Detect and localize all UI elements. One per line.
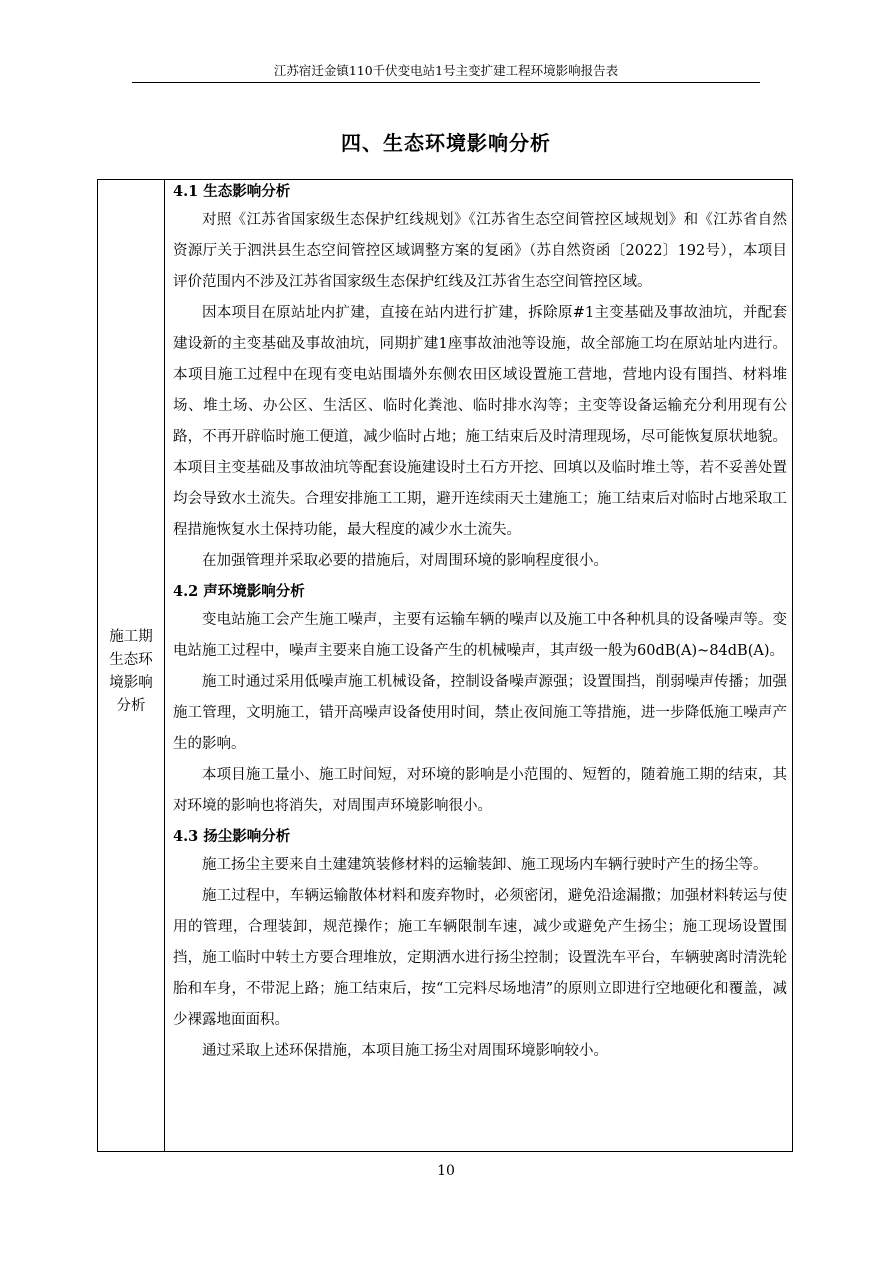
header-rule: [132, 82, 760, 83]
section-heading-dust: 4.3 扬尘影响分析: [173, 828, 291, 845]
paragraph: 在加强管理并采取必要的措施后，对周围环境的影响程度很小。: [202, 553, 608, 569]
page-title: 四、生态环境影响分析: [341, 131, 551, 155]
paragraph: 因本项目在原站址内扩建，直接在站内进行扩建，拆除原#1主变基础及事故油坑，并配套建设新的主变基础及事故油坑，同期扩建1座事故油池等设施，故全部施工均在原站址内进行。本项目施工过程中在现有变电站围墙外东侧农田区域设置施工营地，营地内设有围挡、材料堆场、堆土场、办公区、生活区、临时化粪池、临时排水沟等；主变等设备运输充分利用现有公路，不再开辟临时施工便道，减少临时占地；施工结束后及时清理现场，尽可能恢复原状地貌。本项目主变基础及事故油坑等配套设施建设时土石方开挖、回填以及临时堆土等，若不妥善处置均会导致水土流失。合理安排施工工期，避开连续雨天土建施工；施工结束后对临时占地采取工程措施恢复水土保持功能，最大程度的减少水土流失。: [173, 305, 787, 538]
page-number: 10: [437, 1163, 455, 1179]
paragraph: 施工过程中，车辆运输散体材料和废弃物时，必须密闭，避免沿途漏撒；加强材料转运与使用的管理，合理装卸，规范操作；施工车辆限制车速，减少或避免产生扬尘；施工现场设置围挡，施工临时中转土方要合理堆放，定期洒水进行扬尘控制；设置洗车平台，车辆驶离时清洗轮胎和车身，不带泥上路；施工结束后，按“工完料尽场地清”的原则立即进行空地硬化和覆盖，减少裸露地面面积。: [173, 888, 787, 1028]
side-label-cell: [98, 180, 165, 1151]
running-header: 江苏宿迁金镇110千伏变电站1号主变扩建工程环境影响报告表: [273, 63, 619, 78]
paragraph: 本项目施工量小、施工时间短，对环境的影响是小范围的、短暂的，随着施工期的结束，其对环境的影响也将消失，对周围声环境影响很小。: [173, 767, 787, 814]
paragraph: 施工扬尘主要来自土建建筑装修材料的运输装卸、施工现场内车辆行驶时产生的扬尘等。: [202, 857, 768, 873]
paragraph: 通过采取上述环保措施，本项目施工扬尘对周围环境影响较小。: [202, 1043, 608, 1059]
analysis-table: [97, 179, 793, 1152]
paragraph: 变电站施工会产生施工噪声，主要有运输车辆的噪声以及施工中各种机具的设备噪声等。变电站施工过程中，噪声主要来自施工设备产生的机械噪声，其声级一般为60dB(A)~84dB(A)。: [173, 612, 787, 659]
section-heading-noise: 4.2 声环境影响分析: [173, 583, 305, 600]
content-cell: [173, 180, 787, 1067]
side-label: 施工期生态环境影响分析: [109, 629, 153, 714]
section-heading-ecology: 4.1 生态影响分析: [173, 183, 291, 200]
paragraph: 对照《江苏省国家级生态保护红线规划》《江苏省生态空间管控区域规划》和《江苏省自然资源厅关于泗洪县生态空间管控区域调整方案的复函》（苏自然资函〔2022〕192号），本项目评价范围内不涉及江苏省国家级生态保护红线及江苏省生态空间管控区域。: [173, 212, 787, 290]
paragraph: 施工时通过采用低噪声施工机械设备，控制设备噪声源强；设置围挡，削弱噪声传播；加强施工管理，文明施工，错开高噪声设备使用时间，禁止夜间施工等措施，进一步降低施工噪声产生的影响。: [173, 674, 787, 752]
